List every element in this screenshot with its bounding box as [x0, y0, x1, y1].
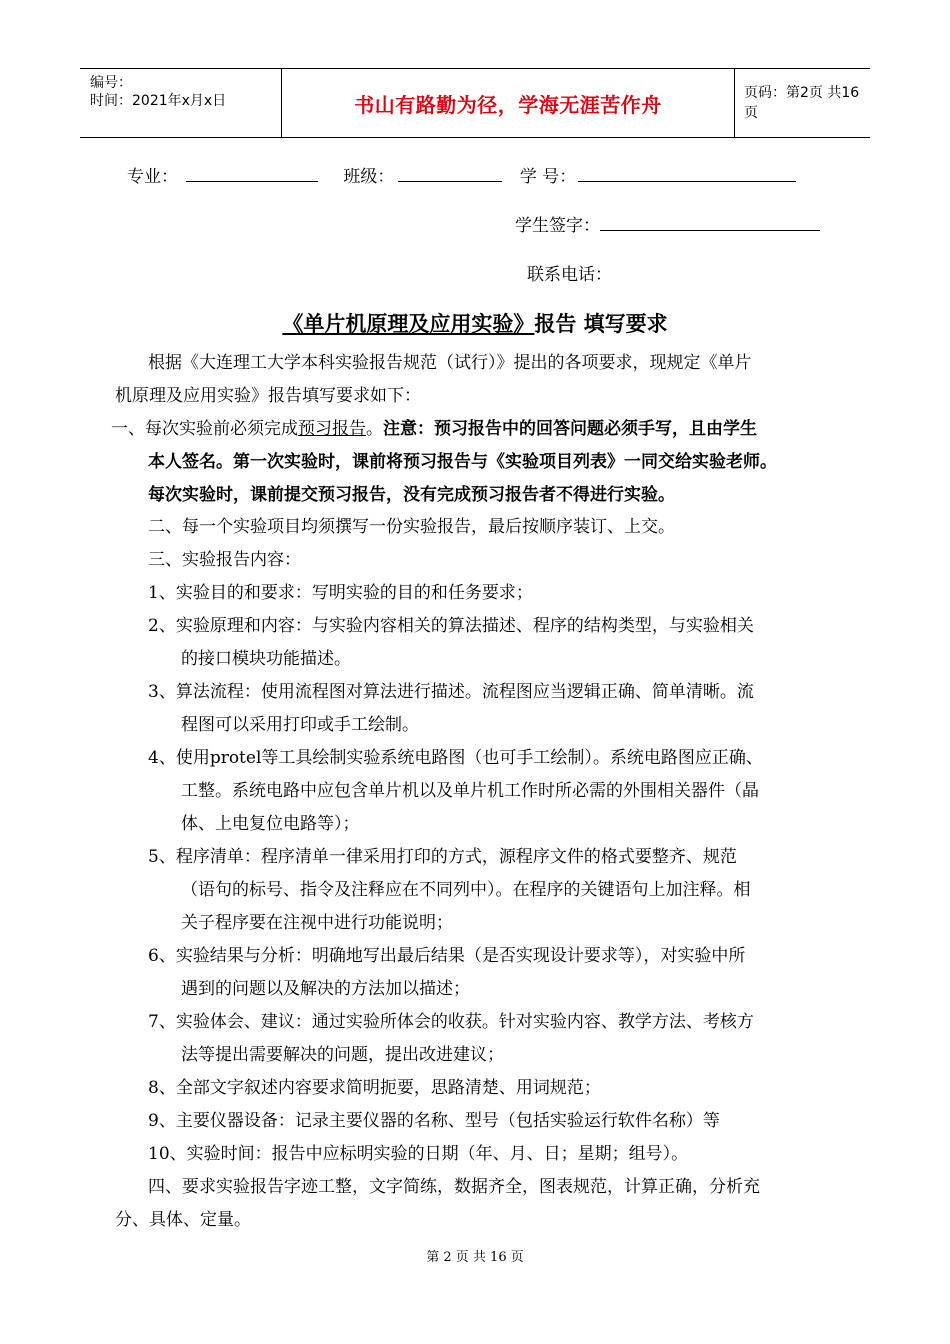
- signature-blank: [600, 213, 820, 231]
- page-info: 页码：第2页 共16页: [744, 85, 860, 121]
- major-blank: [186, 164, 318, 182]
- motto-text: 书山有路勤为径，学海无涯苦作舟: [354, 92, 662, 117]
- sub-item-8: 8、全部文字叙述内容要求简明扼要，思路清楚、用词规范；: [148, 1078, 601, 1098]
- sub-item-4-line-3: 体、上电复位电路等）；: [181, 814, 360, 834]
- time-label: 时间：2021年x月x日: [90, 93, 227, 109]
- item1-line-1: [111, 418, 757, 440]
- item1-notice-2: 本人签名。第一次实验时，课前将预习报告与《实验项目列表》一同交给实验老师。: [148, 452, 777, 472]
- sub-item-10: 10、实验时间：报告中应标明实验的日期（年、月、日；星期；组号）。: [148, 1144, 689, 1164]
- sub-item-5-line-3: 关子程序要在注视中进行功能说明；: [181, 913, 453, 933]
- intro-line-1: 根据《大连理工大学本科实验报告规范（试行）》提出的各项要求，现规定《单片: [148, 353, 752, 373]
- number-label: 编号：: [90, 75, 132, 91]
- phone-label: 联系电话：: [527, 265, 612, 285]
- page-title: [0, 308, 950, 338]
- form-row-3: [527, 260, 612, 285]
- sub-item-6-line-2: 遇到的问题以及解决的方法加以描述；: [181, 979, 470, 999]
- item1-text: 一、每次实验前必须完成: [111, 419, 298, 439]
- signature-label: 学生签字：: [515, 216, 600, 236]
- form-row-2: [515, 211, 820, 236]
- intro-line-2: 机原理及应用实验》报告填写要求如下：: [115, 386, 421, 406]
- header-motto-cell: [281, 69, 735, 137]
- item3: 三、实验报告内容：: [148, 550, 301, 570]
- sub-item-5-line-1: 5、程序清单：程序清单一律采用打印的方式，源程序文件的格式要整齐、规范: [148, 847, 737, 867]
- item4-line-2: 分、具体、定量。: [115, 1210, 251, 1230]
- item1-preview-report: 预习报告: [298, 419, 366, 439]
- sub-item-7-line-2: 法等提出需要解决的问题，提出改进建议；: [181, 1045, 504, 1065]
- sub-item-4-line-1: 4、使用protel等工具绘制实验系统电路图（也可手工绘制）。系统电路图应正确、: [148, 748, 763, 768]
- sub-item-6-line-1: 6、实验结果与分析：明确地写出最后结果（是否实现设计要求等），对实验中所: [148, 946, 746, 966]
- title-course: 《单片机原理及应用实验》: [282, 312, 535, 336]
- student-id-label: 学 号：: [519, 167, 577, 187]
- sub-item-9: 9、主要仪器设备：记录主要仪器的名称、型号（包括实验运行软件名称）等: [148, 1111, 720, 1131]
- item1-period: 。: [366, 419, 383, 439]
- sub-item-7-line-1: 7、实验体会、建议：通过实验所体会的收获。针对实验内容、教学方法、考核方: [148, 1012, 754, 1032]
- header-page-cell: [735, 69, 870, 137]
- sub-item-5-line-2: （语句的标号、指令及注释应在不同列中）。在程序的关键语句上加注释。相: [181, 880, 751, 900]
- sub-item-4-line-2: 工整。系统电路中应包含单片机以及单片机工作时所必需的外围相关器件（晶: [181, 781, 759, 801]
- major-label: 专业：: [127, 167, 178, 187]
- header-meta-cell: [80, 69, 281, 137]
- student-id-blank: [578, 164, 796, 182]
- sub-item-2-line-2: 的接口模块功能描述。: [181, 649, 351, 669]
- sub-item-2-line-1: 2、实验原理和内容：与实验内容相关的算法描述、程序的结构类型，与实验相关: [148, 616, 754, 636]
- class-blank: [398, 164, 502, 182]
- item4-line-1: 四、要求实验报告字迹工整，文字简练，数据齐全，图表规范，计算正确，分析充: [148, 1177, 760, 1197]
- form-row-1: [127, 162, 796, 187]
- item2: 二、每一个实验项目均须撰写一份实验报告，最后按顺序装订、上交。: [148, 517, 675, 537]
- page-footer: 第 2 页 共 16 页: [426, 1250, 524, 1265]
- sub-item-3-line-1: 3、算法流程：使用流程图对算法进行描述。流程图应当逻辑正确、简单清晰。流: [148, 682, 754, 702]
- sub-item-1: 1、实验目的和要求：写明实验的目的和任务要求；: [148, 583, 533, 603]
- class-label: 班级：: [343, 167, 395, 187]
- title-rest: 报告 填写要求: [534, 312, 668, 336]
- item1-notice-3: 每次实验时，课前提交预习报告，没有完成预习报告者不得进行实验。: [148, 485, 675, 505]
- page-header: [80, 68, 870, 138]
- sub-item-3-line-2: 程图可以采用打印或手工绘制。: [181, 715, 419, 735]
- item1-notice-1: 注意：预习报告中的回答问题必须手写，且由学生: [383, 419, 757, 439]
